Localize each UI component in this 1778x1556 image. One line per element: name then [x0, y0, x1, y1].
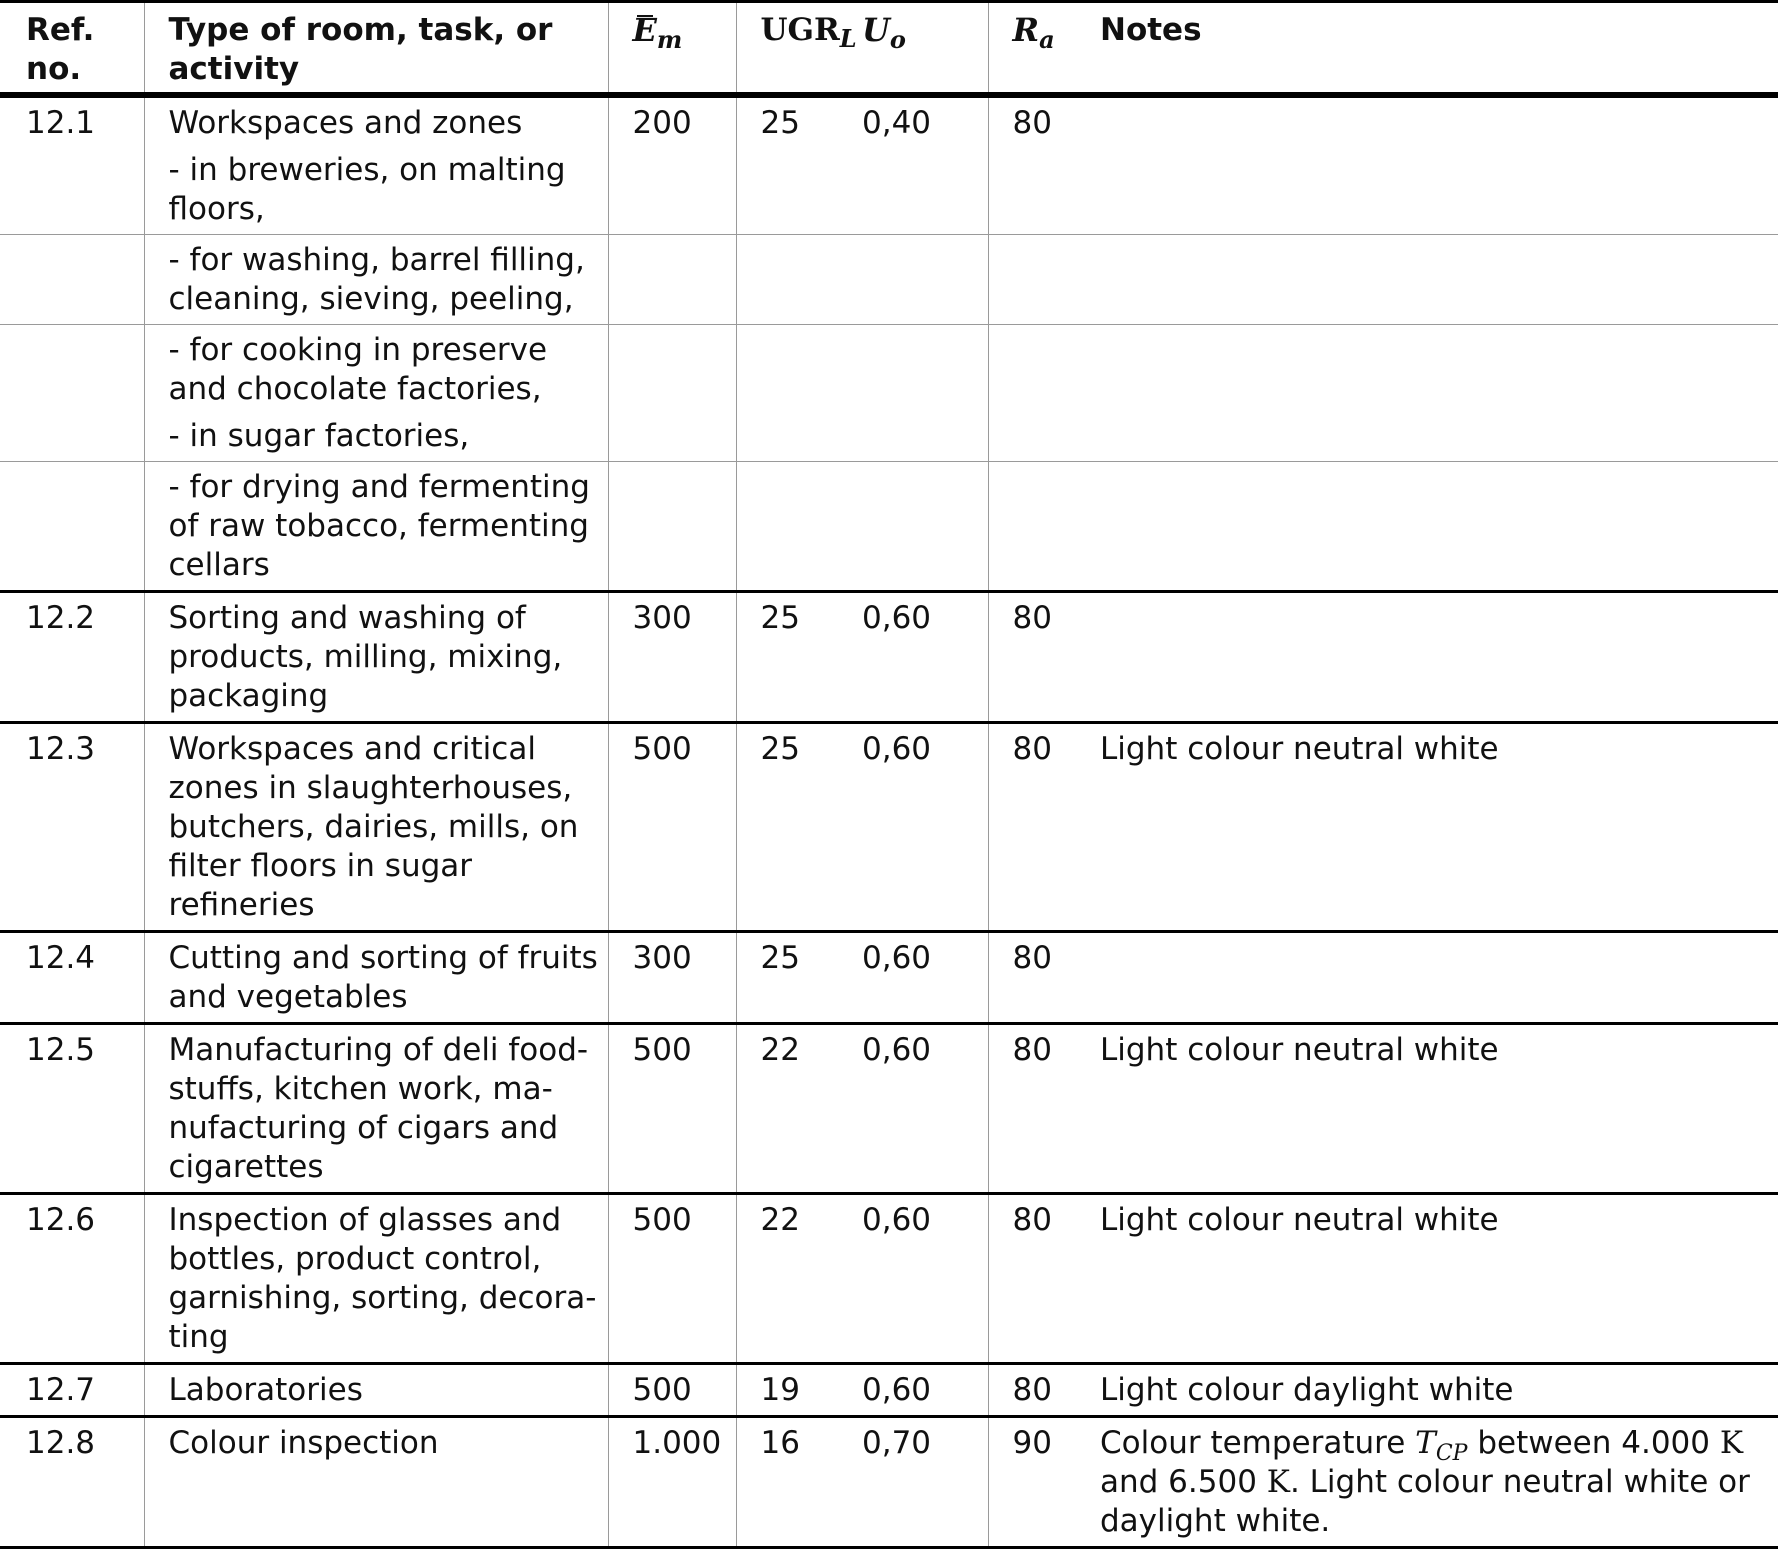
ra-cell: 80 — [988, 592, 1100, 723]
uo-cell: 0,60 — [862, 1202, 932, 1238]
table-subrow — [0, 462, 1778, 592]
type-line: - for washing, barrel filling, cleaning, sieving, peeling, — [168, 242, 585, 317]
header-ra-subscript: a — [1039, 25, 1055, 54]
colour-temperature-symbol-base: T — [1415, 1425, 1436, 1461]
notes-cell: Light colour neutral white — [1100, 1032, 1499, 1068]
table-row — [0, 932, 1778, 1024]
ugr-cell: 25 — [736, 932, 862, 1024]
ra-cell: 80 — [988, 1194, 1100, 1364]
table-subrow — [0, 235, 1778, 325]
em-cell — [608, 235, 736, 325]
header-uo — [862, 2, 988, 96]
ra-cell: 80 — [988, 95, 1100, 235]
ugr-cell: 25 — [736, 723, 862, 932]
type-cell: Colour inspection — [144, 1417, 608, 1548]
colour-temperature-symbol-subscript: CP — [1435, 1441, 1468, 1466]
header-ugr-symbol: UGR — [760, 12, 840, 48]
uo-cell — [862, 325, 988, 462]
ra-cell — [988, 235, 1100, 325]
em-cell: 500 — [608, 1364, 736, 1417]
notes-cell: Light colour daylight white — [1100, 1372, 1514, 1408]
ref-cell — [0, 235, 144, 325]
notes-cell: Light colour neutral white — [1100, 1202, 1499, 1238]
header-ugr — [736, 2, 862, 96]
type-cell: Laboratories — [144, 1364, 608, 1417]
table-row — [0, 592, 1778, 723]
type-cell — [144, 325, 608, 462]
ref-cell: 12.3 — [26, 731, 96, 767]
uo-cell: 0,60 — [862, 600, 932, 636]
uo-cell: 0,60 — [862, 731, 932, 767]
uo-cell — [862, 235, 988, 325]
ref-cell: 12.8 — [26, 1425, 96, 1461]
type-cell — [144, 462, 608, 592]
type-cell: Inspection of glasses and bottles, product control, garnishing, sorting, decora-ting — [144, 1194, 608, 1364]
header-row — [0, 2, 1778, 96]
type-line: - in breweries, on malting floors, — [168, 152, 566, 227]
header-type: Type of room, task, or activity — [144, 2, 608, 96]
table-row — [0, 1417, 1778, 1548]
notes-text-pre: Colour temperature — [1100, 1425, 1416, 1461]
em-cell: 300 — [608, 592, 736, 723]
notes-text-mid2: and 6.500 — [1100, 1464, 1267, 1500]
ugr-cell: 19 — [736, 1364, 862, 1417]
ugr-cell — [736, 462, 862, 592]
ugr-cell: 25 — [736, 592, 862, 723]
notes-cell — [1100, 1417, 1778, 1548]
type-line: - for cooking in preserve and chocolate factories, — [168, 332, 548, 407]
table-row — [0, 95, 1778, 235]
ref-cell — [0, 325, 144, 462]
ref-cell: 12.5 — [26, 1032, 96, 1068]
ugr-cell: 22 — [736, 1024, 862, 1194]
header-uo-subscript: o — [889, 25, 906, 54]
header-ref: Ref. no. — [26, 12, 95, 87]
uo-cell: 0,40 — [862, 105, 932, 141]
type-cell — [144, 95, 608, 235]
header-notes: Notes — [1100, 12, 1202, 48]
uo-cell — [862, 462, 988, 592]
table-subrow — [0, 325, 1778, 462]
type-line: - in sugar factories, — [168, 418, 470, 454]
ugr-cell — [736, 235, 862, 325]
notes-cell — [1100, 95, 1778, 235]
ra-cell: 80 — [988, 1024, 1100, 1194]
type-cell — [144, 235, 608, 325]
em-cell: 200 — [608, 95, 736, 235]
ra-cell — [988, 325, 1100, 462]
em-cell: 500 — [608, 723, 736, 932]
ref-cell: 12.6 — [26, 1202, 96, 1238]
header-em-symbol: E — [632, 11, 657, 49]
ra-cell — [988, 462, 1100, 592]
kelvin-unit: K — [1266, 1464, 1290, 1500]
ra-cell: 80 — [988, 723, 1100, 932]
table-row — [0, 1364, 1778, 1417]
ugr-cell: 25 — [736, 95, 862, 235]
type-cell: Sorting and washing of products, milling, mixing, packaging — [144, 592, 608, 723]
uo-cell: 0,60 — [862, 1032, 932, 1068]
ref-cell: 12.2 — [26, 600, 96, 636]
ra-cell: 90 — [988, 1417, 1100, 1548]
em-cell: 500 — [608, 1194, 736, 1364]
header-em — [608, 2, 736, 96]
header-em-subscript: m — [656, 25, 683, 54]
notes-cell — [1100, 932, 1778, 1024]
notes-cell — [1100, 235, 1778, 325]
table-row — [0, 723, 1778, 932]
table-row — [0, 1024, 1778, 1194]
ugr-cell: 22 — [736, 1194, 862, 1364]
em-cell — [608, 462, 736, 592]
type-cell: Manufacturing of deli food-stuffs, kitchen work, ma-nufacturing of cigars and cigarettes — [144, 1024, 608, 1194]
notes-cell — [1100, 325, 1778, 462]
uo-cell: 0,60 — [862, 940, 932, 976]
ref-cell — [0, 462, 144, 592]
ra-cell: 80 — [988, 932, 1100, 1024]
ugr-cell — [736, 325, 862, 462]
type-cell: Cutting and sorting of fruits and vegetables — [144, 932, 608, 1024]
notes-cell: Light colour neutral white — [1100, 731, 1499, 767]
uo-cell: 0,70 — [862, 1425, 932, 1461]
notes-cell — [1100, 462, 1778, 592]
type-cell: Workspaces and critical zones in slaughterhouses, butchers, dairies, mills, on filter floors in sugar refineries — [144, 723, 608, 932]
notes-text-mid1: between 4.000 — [1467, 1425, 1720, 1461]
header-ra — [988, 2, 1100, 96]
uo-cell: 0,60 — [862, 1372, 932, 1408]
ra-cell: 80 — [988, 1364, 1100, 1417]
ref-cell: 12.4 — [26, 940, 96, 976]
em-cell: 1.000 — [608, 1417, 736, 1548]
em-cell: 300 — [608, 932, 736, 1024]
notes-cell — [1100, 592, 1778, 723]
table-row — [0, 1194, 1778, 1364]
header-uo-symbol: U — [862, 11, 890, 49]
type-line: - for drying and fermenting of raw tobacco, fermenting cellars — [168, 469, 590, 583]
type-line: Workspaces and zones — [168, 105, 523, 141]
em-cell — [608, 325, 736, 462]
ugr-cell: 16 — [736, 1417, 862, 1548]
ref-cell: 12.7 — [26, 1372, 96, 1408]
notes-text-post: . Light colour neutral white or daylight white. — [1100, 1464, 1750, 1539]
header-ra-symbol: R — [1012, 11, 1040, 49]
em-cell: 500 — [608, 1024, 736, 1194]
header-ugr-subscript: L — [839, 24, 857, 53]
colour-temperature-symbol — [1415, 1425, 1468, 1466]
kelvin-unit: K — [1719, 1425, 1744, 1461]
ref-cell: 12.1 — [26, 105, 96, 141]
